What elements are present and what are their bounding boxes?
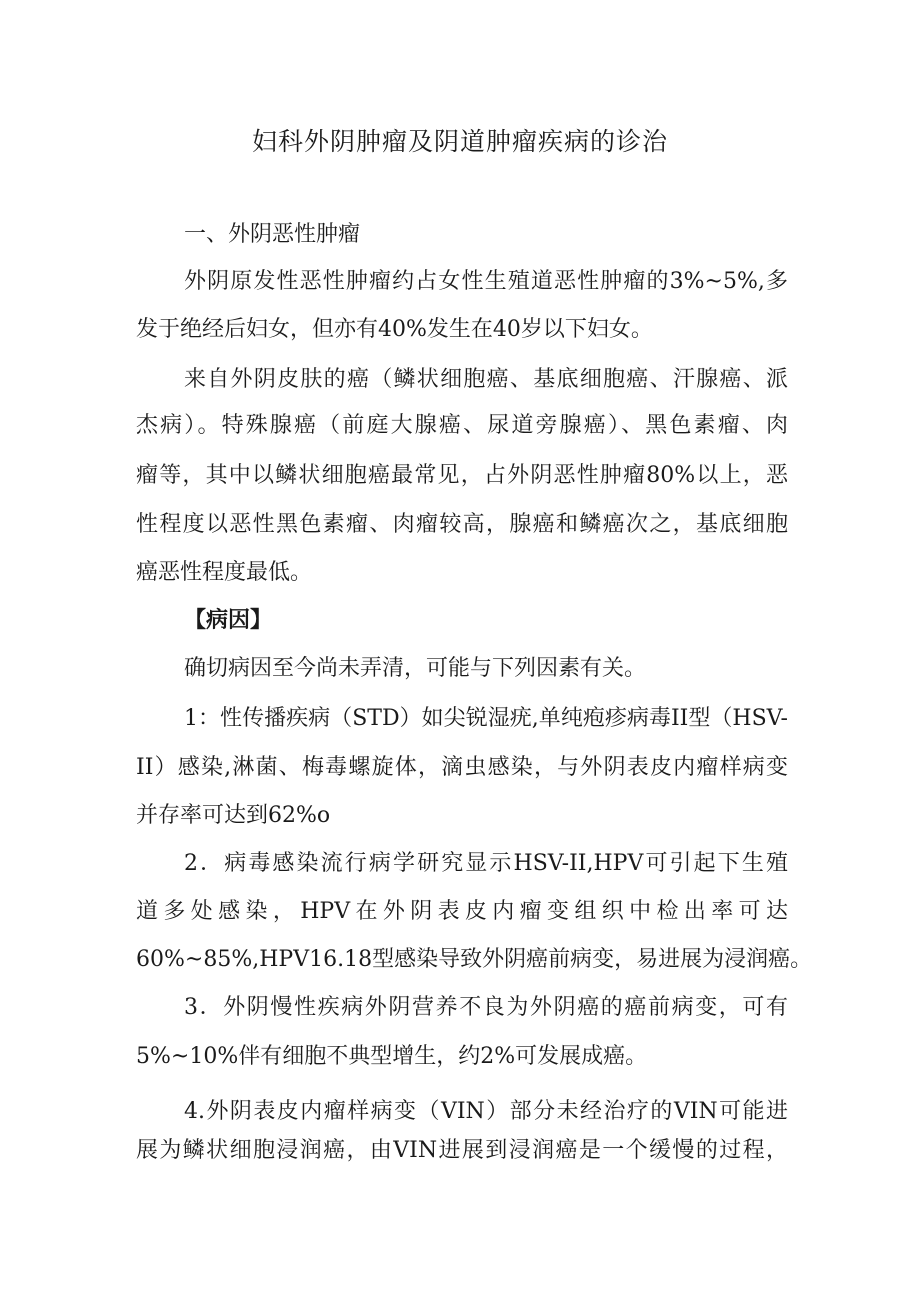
list-item-line: 2．病毒感染流行病学研究显示HSV-II,HPV可引起下生殖 (184, 851, 788, 876)
list-item-line: 展为鳞状细胞浸润癌，由VIN进展到浸润癌是一个缓慢的过程， (136, 1138, 788, 1163)
paragraph-line: 杰病）。特殊腺癌（前庭大腺癌、尿道旁腺癌）、黑色素瘤、肉 (136, 413, 788, 438)
list-item-line: 并存率可达到62%o (136, 803, 331, 828)
paragraph-line: 发于绝经后妇女，但亦有40%发生在40岁以下妇女。 (136, 317, 653, 342)
paragraph-line: 癌恶性程度最低。 (136, 560, 313, 585)
list-item-line: 1：性传播疾病（STD）如尖锐湿疣,单纯疱疹病毒II型（HSV- (184, 706, 788, 731)
list-item-line: 道多处感染，HPV在外阴表皮内瘤变组织中检出率可达 (136, 899, 788, 924)
list-item-line: II）感染,淋菌、梅毒螺旋体，滴虫感染，与外阴表皮内瘤样病变 (136, 755, 788, 780)
document-title: 妇科外阴肿瘤及阴道肿瘤疾病的诊治 (251, 127, 668, 156)
list-item-line: 60%~85%,HPV16.18型感染导致外阴癌前病变，易进展为浸润癌。 (136, 947, 813, 972)
list-item-line: 5%~10%伴有细胞不典型增生，约2%可发展成癌。 (136, 1044, 648, 1069)
paragraph-line: 性程度以恶性黑色素瘤、肉瘤较高，腺癌和鳞癌次之，基底细胞 (136, 512, 788, 537)
etiology-heading: 【病因】 (184, 608, 273, 633)
section-heading: 一、外阴恶性肿瘤 (184, 222, 361, 247)
list-item-line: 4.外阴表皮内瘤样病变（VIN）部分未经治疗的VIN可能进 (184, 1099, 788, 1124)
list-item-line: 3．外阴慢性疾病外阴营养不良为外阴癌的癌前病变，可有 (184, 995, 788, 1020)
paragraph-line: 来自外阴皮肤的癌（鳞状细胞癌、基底细胞癌、汗腺癌、派 (184, 367, 788, 392)
paragraph-line: 瘤等，其中以鳞状细胞癌最常见，占外阴恶性肿瘤80%以上，恶 (136, 463, 788, 488)
paragraph-line: 外阴原发性恶性肿瘤约占女性生殖道恶性肿瘤的3%~5%,多 (184, 269, 788, 294)
paragraph-line: 确切病因至今尚未弄清，可能与下列因素有关。 (184, 656, 647, 681)
